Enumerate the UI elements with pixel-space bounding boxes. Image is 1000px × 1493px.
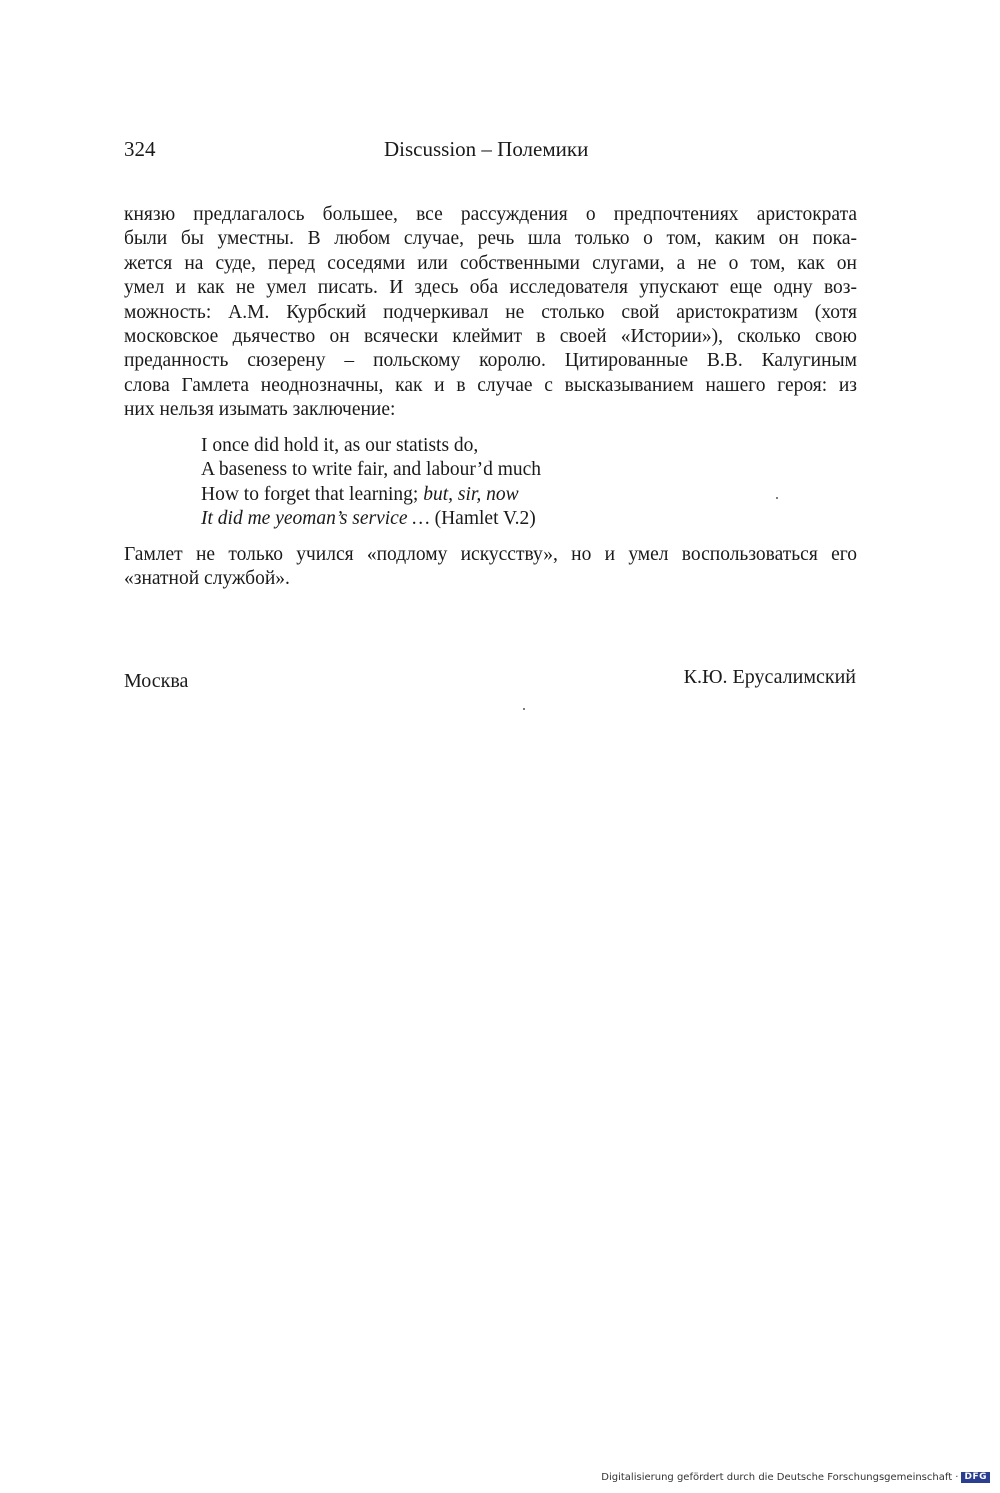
- paragraph-1: [124, 203, 857, 423]
- running-head: Discussion – Полемики: [384, 137, 589, 161]
- quote-italic-text: It did me yeoman’s service …: [201, 508, 430, 530]
- quote-line: A baseness to write fair, and labour’d much: [201, 459, 542, 481]
- paragraph-line: них нельзя изымать заключение:: [124, 399, 396, 421]
- paragraph-line: жется на суде, перед соседями или собственными слугами, а не о том, как он: [124, 252, 857, 274]
- scan-speck: [523, 708, 525, 710]
- quote-line: [201, 483, 541, 507]
- paragraph-line: слова Гамлета неоднозначны, как и в случае с высказыванием нашего героя: из: [124, 374, 857, 396]
- footer-text: Digitalisierung gefördert durch die Deutsche Forschungsgemeinschaft ·: [601, 1472, 959, 1483]
- author-signature: К.Ю. Ерусалимский: [683, 666, 856, 688]
- quote-line: I once did hold it, as our statists do,: [201, 435, 479, 456]
- paragraph-line: московское дьячество он всячески клеймит в своей «Истории»), сколько свою: [124, 326, 857, 348]
- quote-citation: (Hamlet V.2): [429, 508, 536, 530]
- hamlet-quote: [201, 434, 541, 532]
- quote-text: How to forget that learning;: [201, 483, 424, 505]
- paragraph-line: преданность сюзерену – польскому королю. Цитированные В.В. Калугиным: [124, 350, 857, 372]
- quote-line: [201, 507, 541, 531]
- page-number: 324: [124, 137, 156, 161]
- paragraph-line: можность: А.М. Курбский подчеркивал не столько свой аристократизм (хотя: [124, 301, 857, 323]
- paragraph-line: Гамлет не только учился «подлому искусству», но и умел воспользоваться его: [124, 544, 857, 565]
- paragraph-line: умел и как не умел писать. И здесь оба исследователя упускают еще одну воз-: [124, 277, 857, 299]
- signoff-city: Москва: [124, 670, 189, 692]
- scan-speck: [776, 497, 778, 499]
- dfg-logo: DFG: [961, 1472, 990, 1483]
- quote-italic-text: but, sir, now: [423, 483, 519, 505]
- paragraph-line: князю предлагалось большее, все рассуждения о предпочтениях аристократа: [124, 204, 857, 225]
- digitization-footer: [601, 1471, 990, 1484]
- paragraph-line: были бы уместны. В любом случае, речь шла только о том, каким он пока-: [124, 228, 857, 250]
- paragraph-2: [124, 543, 857, 592]
- paragraph-line: «знатной службой».: [124, 568, 290, 590]
